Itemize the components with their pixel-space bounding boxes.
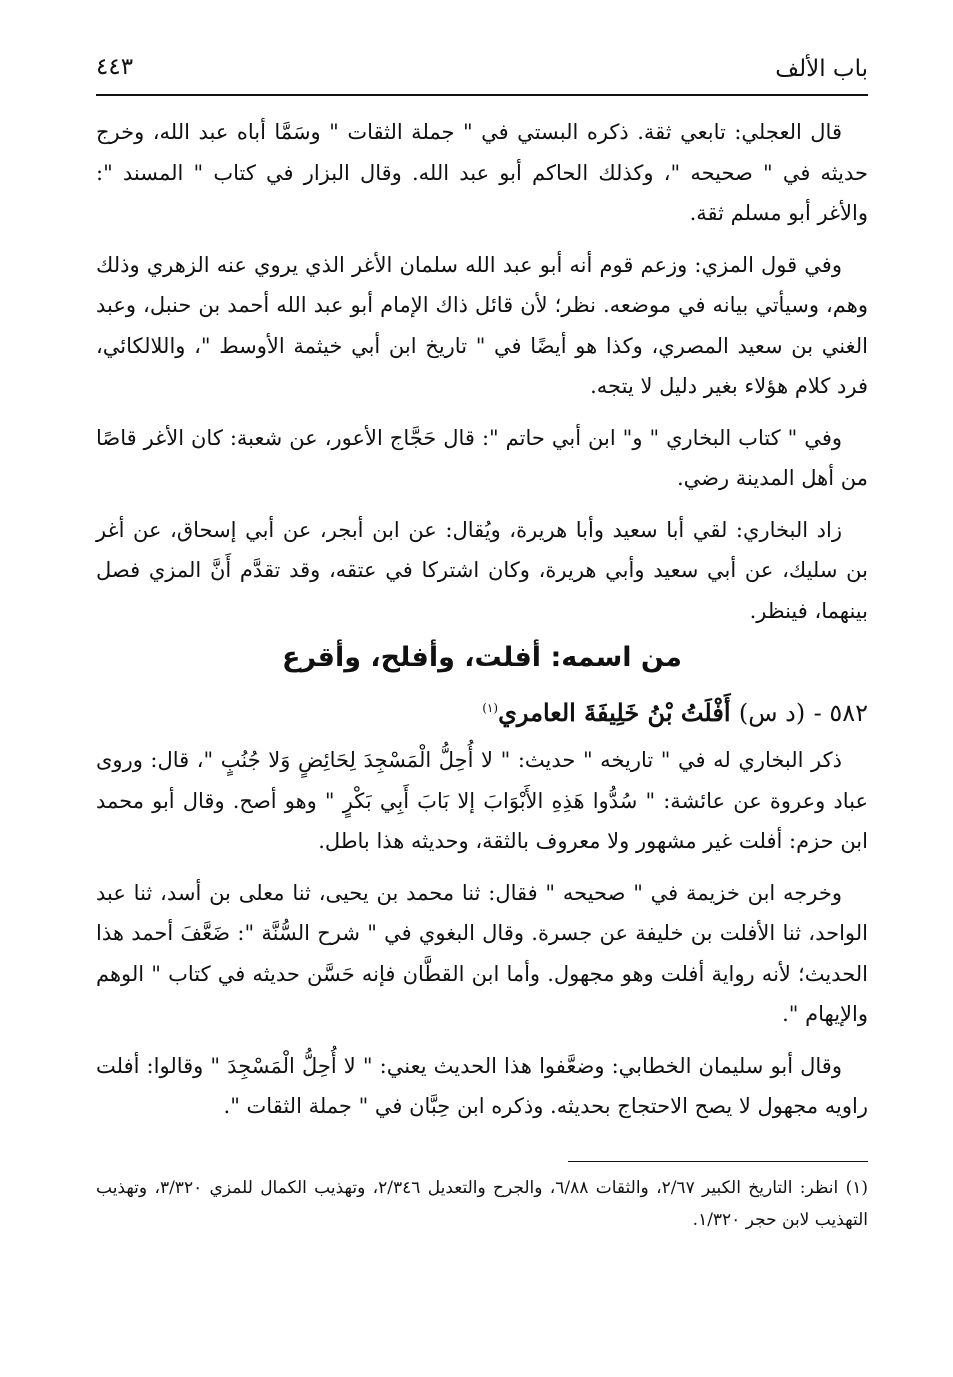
footnote: (١) انظر: التاريخ الكبير ٢/٦٧، والثقات ٦/٨٨، والجرح والتعديل ٢/٣٤٦، وتهذيب الكمال للمزي ٣/٣٢٠، وتهذيب التهذيب لابن حجر ١/٣٢٠. xyxy=(96,1177,868,1230)
paragraph-ibn-khuzayma: وخرجه ابن خزيمة في " صحيحه " فقال: ثنا محمد بن يحيى، ثنا معلى بن أسد، ثنا عبد الواحد، ثنا الأفلت بن خليفة عن جسرة. وقال البغوي في " شرح السُّنَّة ": ضَعَّفَ أحمد هذا الحديث؛ لأنه رواية أفلت وهو مجهول. وأما ابن القطَّان فإنه حَسَّن حديثه في كتاب " الوهم والإيهام ". xyxy=(96,880,868,1026)
running-title: باب الألف xyxy=(775,56,868,82)
page-header xyxy=(96,50,868,96)
paragraph-mizzi: وفي قول المزي: وزعم قوم أنه أبو عبد الله سلمان الأغر الذي يروي عنه الزهري وذلك وهم، وسيأتي بيانه في موضعه. نظر؛ لأن قائل ذاك الإمام أبو عبد الله أحمد بن حنبل، وعبد الغني بن سعيد المصري، وكذا هو أيضًا في " تاريخ ابن أبي خيثمة الأوسط "، واللالكائي، فرد كلام هؤلاء بغير دليل لا يتجه. xyxy=(96,252,868,398)
paragraph-bukhari-tarikh: ذكر البخاري له في " تاريخه " حديث: " لا أُحِلُّ الْمَسْجِدَ لِحَائِضٍ وَلا جُنُبٍ "، قال: وروى عباد وعروة عن عائشة: " سُدُّوا هَذِهِ الأَبْوَابَ إلا بَابَ أَبِي بَكْرٍ " وهو أصح. وقال أبو محمد ابن حزم: أفلت غير مشهور ولا معروف بالثقة، وحديثه هذا باطل. xyxy=(96,748,868,853)
entry-number: ٥٨٢ - xyxy=(813,699,868,727)
entry-codes: (د س) xyxy=(738,699,806,727)
paragraph-bukhari-addition: زاد البخاري: لقي أبا سعيد وأبا هريرة، ويُقال: عن ابن أبجر، عن أبي إسحاق، عن أغر بن سليك، عن أبي سعيد وأبي هريرة، وكان اشتركا في عتقه، وقد تقدَّم أَنَّ المزي فصل بينهما، فينظر. xyxy=(96,517,868,623)
page-number: ٤٤٣ xyxy=(96,54,134,80)
book-page xyxy=(96,50,868,1350)
footnote-divider xyxy=(568,1161,868,1162)
paragraph-ajli: قال العجلي: تابعي ثقة. ذكره البستي في " جملة الثقات " وسَمَّا أباه عبد الله، وخرج حديثه في " صحيحه "، وكذلك الحاكم أبو عبد الله. وقال البزار في كتاب " المسند ": والأغر أبو مسلم ثقة. xyxy=(96,120,868,225)
footnote-reference: (١) xyxy=(482,701,499,715)
entry-heading xyxy=(96,687,868,734)
paragraph-khattabi: وقال أبو سليمان الخطابي: وضعَّفوا هذا الحديث يعني: " لا أُحِلُّ الْمَسْجِدَ " وقالوا: أفلت راويه مجهول لا يصح الاحتجاج بحديثه. وذكره ابن حِبَّان في " جملة الثقات ". xyxy=(96,1053,868,1118)
section-heading: من اسمه: أفلت، وأفلح، وأقرع xyxy=(282,642,682,673)
entry-name: أَفْلَتُ بْنُ خَلِيفَةَ العامري xyxy=(498,698,731,727)
paragraph-bukhari-book: وفي " كتاب البخاري " و" ابن أبي حاتم ": قال حَجَّاج الأعور، عن شعبة: كان الأغر قاصًا من أهل المدينة رضي. xyxy=(96,425,868,490)
body-text xyxy=(96,112,868,1127)
